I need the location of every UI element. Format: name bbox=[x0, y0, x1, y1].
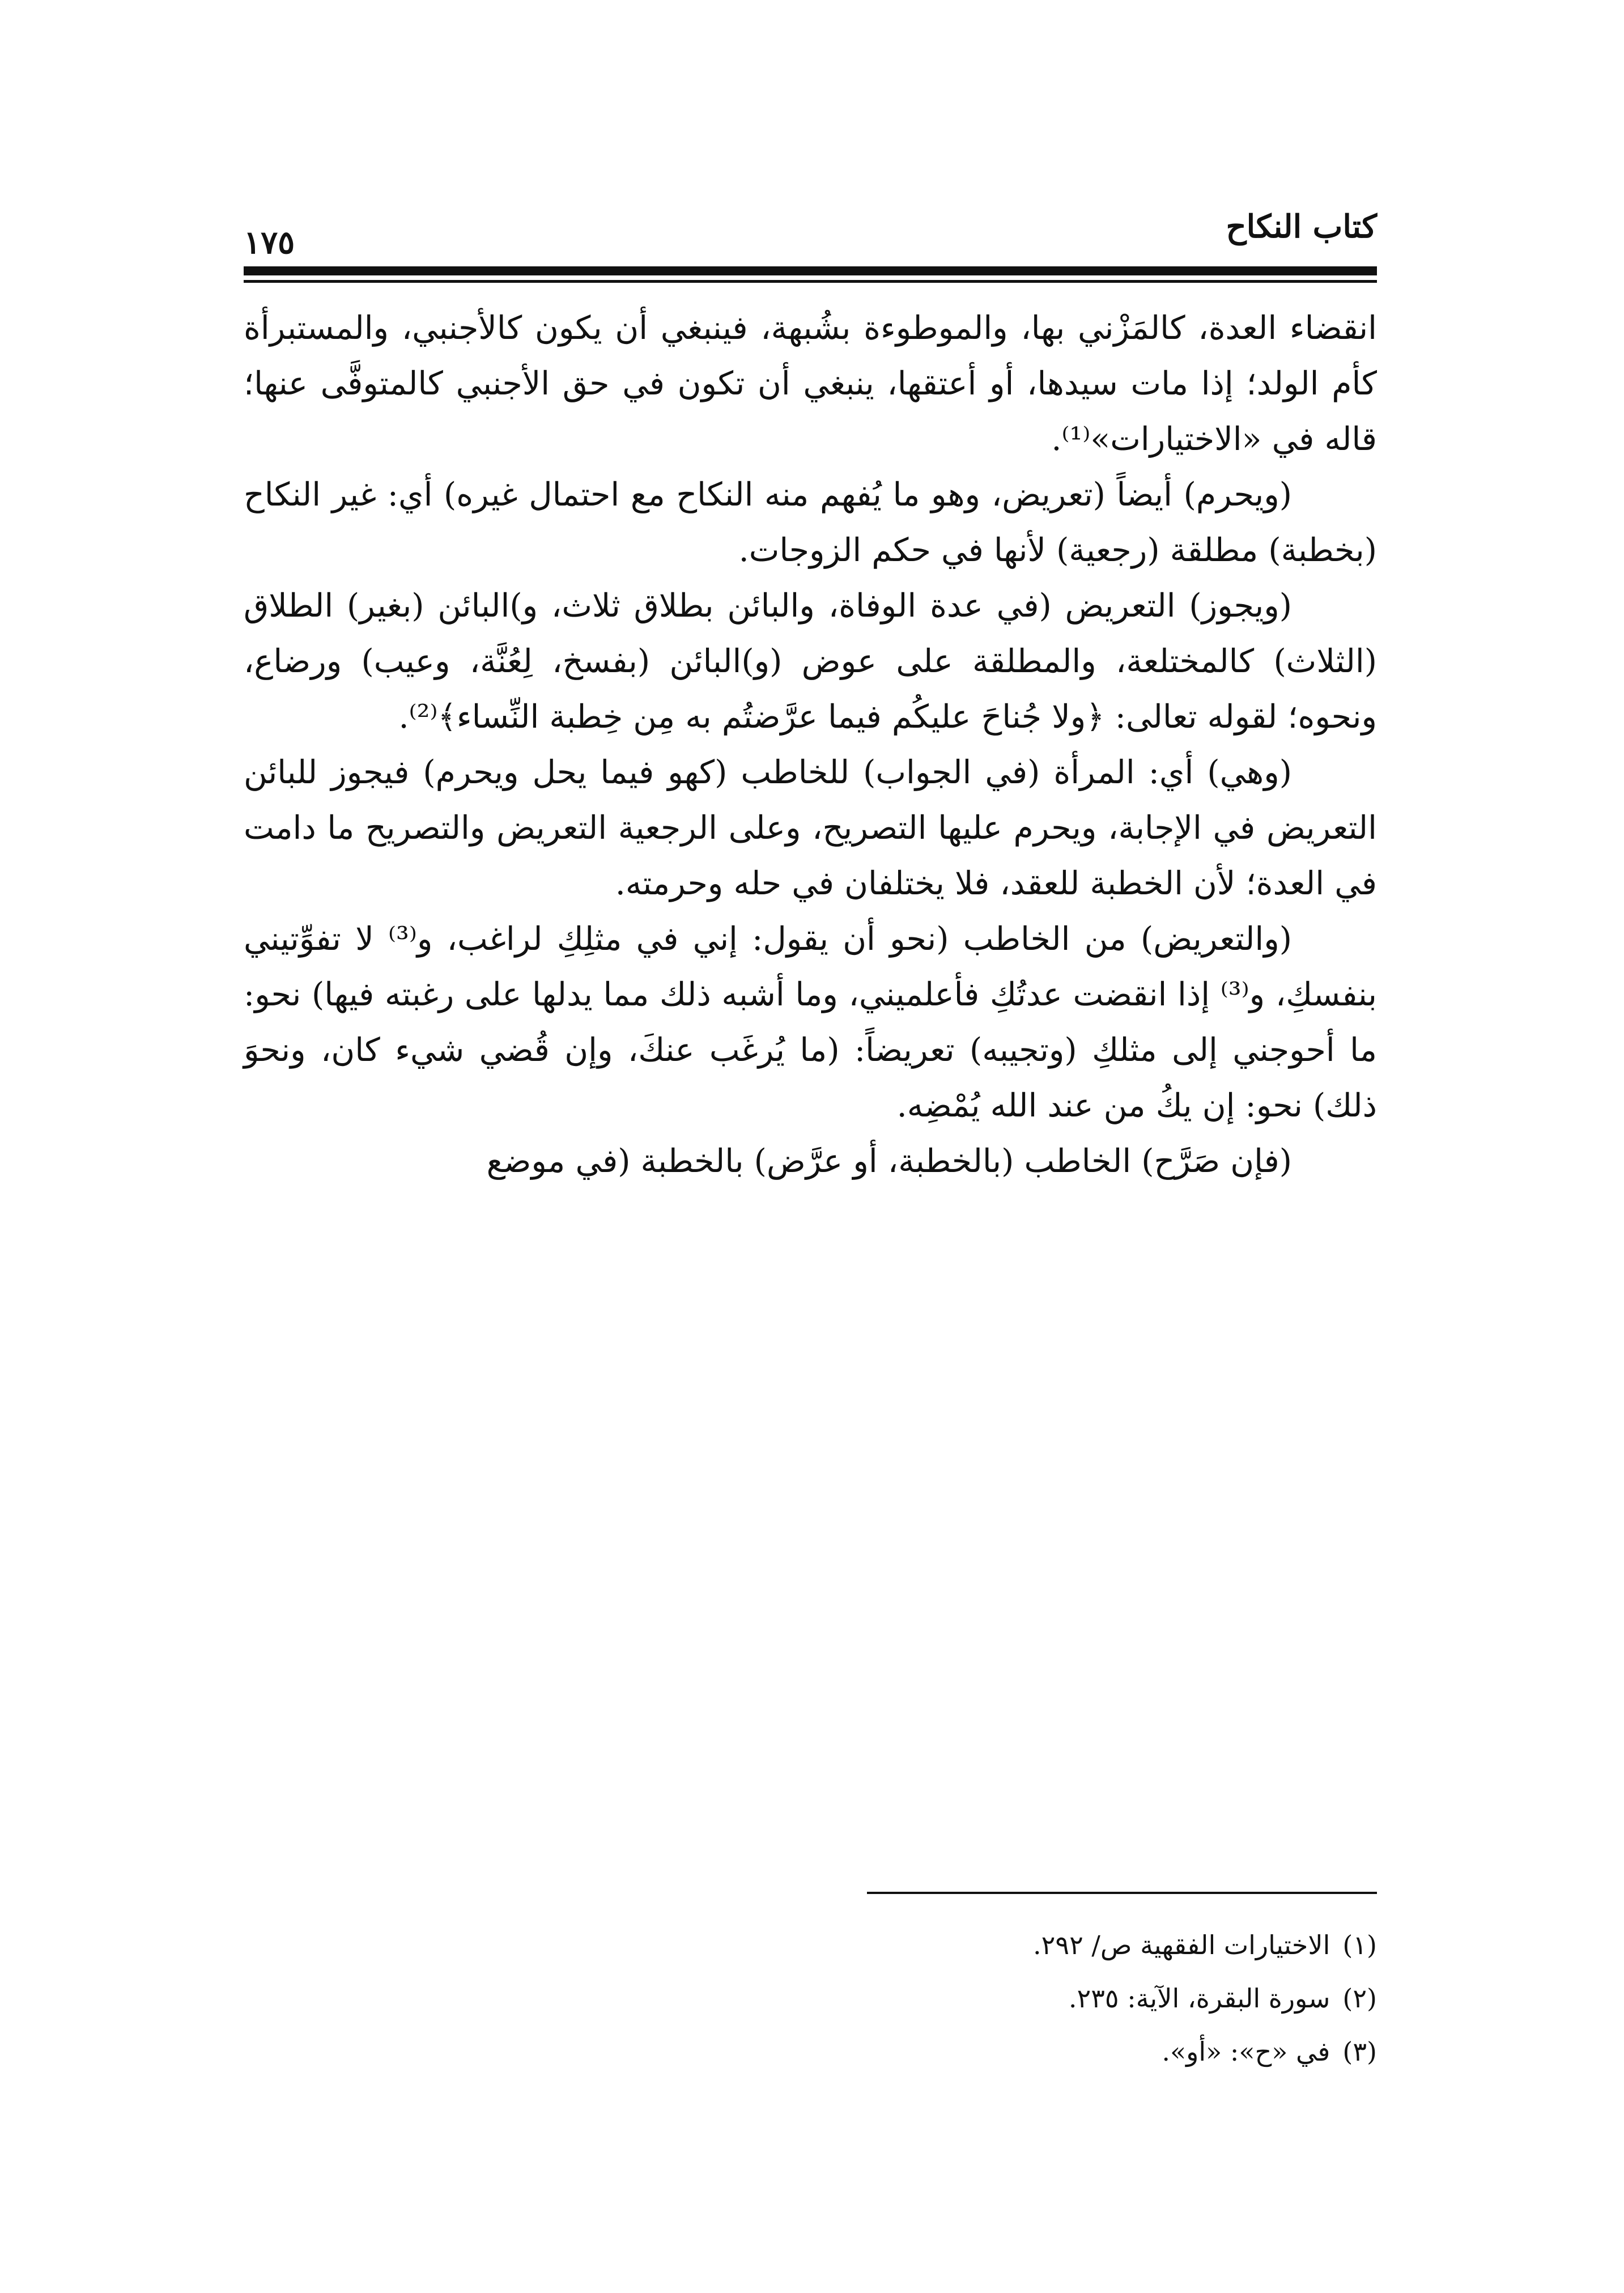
paragraph-6: (فإن صَرَّح) الخاطب (بالخطبة، أو عرَّض) بالخطبة (في موضع bbox=[486, 1143, 1292, 1180]
page-header bbox=[244, 204, 1377, 266]
body-text bbox=[244, 300, 1377, 1189]
footnote-number: (١) bbox=[1342, 1930, 1377, 1960]
header-rule-thick bbox=[244, 266, 1377, 275]
page-number: ١٧٥ bbox=[244, 224, 295, 261]
footnote-text: سورة البقرة، الآية: ٢٣٥. bbox=[1068, 1983, 1330, 2014]
footnote-number: (٣) bbox=[1342, 2036, 1377, 2067]
paragraph-1: انقضاء العدة، كالمَزْني بها، والموطوءة بشُبهة، فينبغي أن يكون كالأجنبي، والمستبرأة كأم الولد؛ إذا مات سيدها، أو أعتقها، ينبغي أن تكون في حق الأجنبي كالمتوفَّى عنها؛ قاله في «الاختيارات»⁽¹⁾. bbox=[244, 309, 1377, 458]
footnote-3 bbox=[244, 2025, 1377, 2078]
paragraph-4: (وهي) أي: المرأة (في الجواب) للخاطب (كهو فيما يحل ويحرم) فيجوز للبائن التعريض في الإجابة، ويحرم عليها التصريح، وعلى الرجعية التعريض والتصريح ما دامت في العدة؛ لأن الخطبة للعقد، فلا يختلفان في حله وحرمته. bbox=[244, 754, 1377, 902]
footnote-1 bbox=[244, 1918, 1377, 1972]
footnote-text: الاختيارات الفقهية ص/ ٢٩٢. bbox=[1033, 1930, 1330, 1960]
footnotes bbox=[244, 1918, 1377, 2078]
paragraph-3: (ويجوز) التعريض (في عدة الوفاة، والبائن بطلاق ثلاث، و)البائن (بغير) الطلاق (الثلاث) كالمختلعة، والمطلقة على عوض (و)البائن (بفسخ، لِعُنَّة، وعيب) ورضاع، ونحوه؛ لقوله تعالى: ﴿ولا جُناحَ عليكُم فيما عرَّضتُم به مِن خِطبة النِّساء﴾⁽²⁾. bbox=[244, 587, 1377, 736]
footnote-2 bbox=[244, 1972, 1377, 2025]
footnote-number: (٢) bbox=[1342, 1983, 1377, 2014]
paragraph-2: (ويحرم) أيضاً (تعريض، وهو ما يُفهم منه النكاح مع احتمال غيره) أي: غير النكاح (بخطبة) مطلقة (رجعية) لأنها في حكم الزوجات. bbox=[244, 476, 1377, 569]
footnote-text: في «ح»: «أو». bbox=[1162, 2036, 1330, 2067]
paragraph-5: (والتعريض) من الخاطب (نحو أن يقول: إني في مثلِكِ لراغب، و⁽³⁾ لا تفوِّتيني بنفسكِ، و⁽³⁾ إذا انقضت عدتُكِ فأعلميني، وما أشبه ذلك مما يدلها على رغبته فيها) نحو: ما أحوجني إلى مثلكِ (وتجيبه) تعريضاً: (ما يُرغَب عنكَ، وإن قُضي شيء كان، ونحوَ ذلك) نحو: إن يكُ من عند الله يُمْضِه. bbox=[244, 920, 1377, 1124]
chapter-title: كتاب النكاح bbox=[1226, 208, 1377, 245]
header-rule-thin bbox=[244, 280, 1377, 283]
footnote-separator bbox=[867, 1892, 1377, 1894]
